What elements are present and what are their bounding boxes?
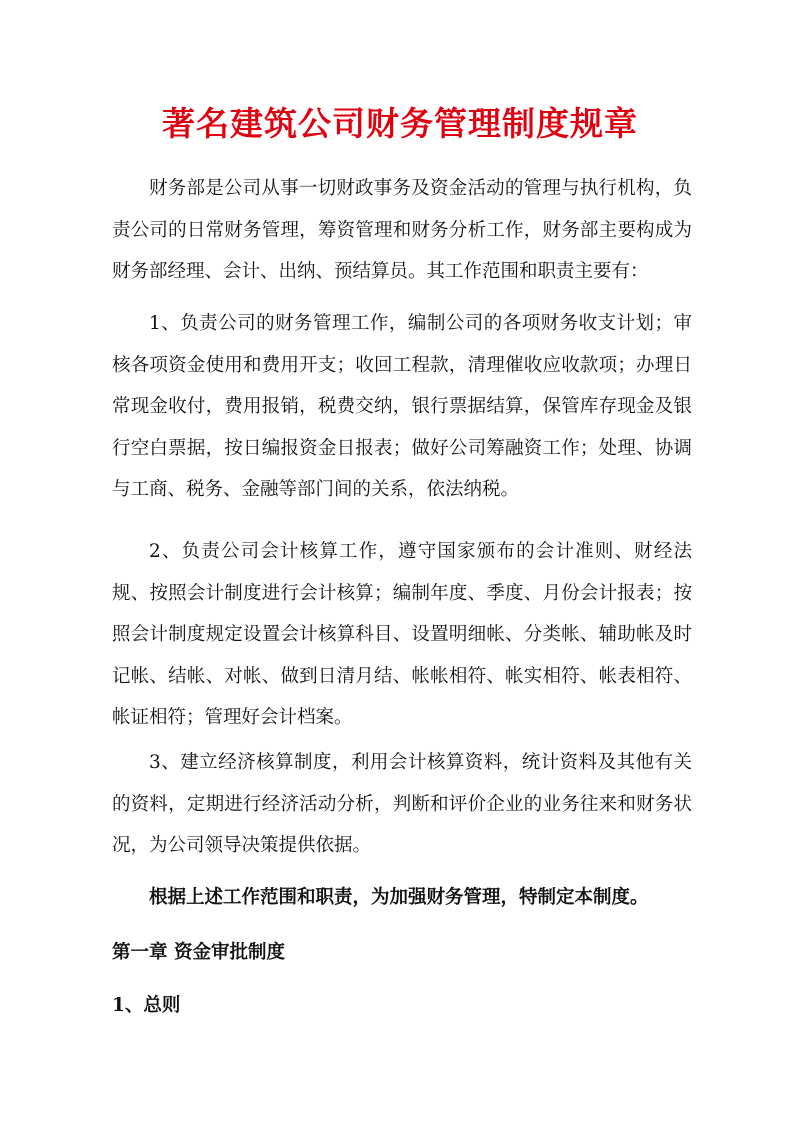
emphasis-statement: 根据上述工作范围和职责，为加强财务管理，特制定本制度。 xyxy=(149,887,649,908)
duty-paragraph-2: 2、负责公司会计核算工作，遵守国家颁布的会计准则、财经法规、按照会计制度进行会计核算；编制年度、季度、月份会计报表；按照会计制度规定设置会计核算科目、设置明细帐、分类帐、辅助帐及时记帐、结帐、对帐、做到日清月结、帐帐相符、帐实相符、帐表相符、帐证相符；管理好会计档案。 xyxy=(112,541,692,728)
duty-paragraph-3: 3、建立经济核算制度，利用会计核算资料，统计资料及其他有关的资料，定期进行经济活动分析，判断和评价企业的业务往来和财务状况，为公司领导决策提供依据。 xyxy=(112,752,692,856)
intro-paragraph: 财务部是公司从事一切财政事务及资金活动的管理与执行机构，负责公司的日常财务管理，筹资管理和财务分析工作，财务部主要构成为财务部经理、会计、出纳、预结算员。其工作范围和职责主要有： xyxy=(112,178,692,282)
section-heading: 1、总则 xyxy=(112,995,181,1016)
chapter-heading: 第一章 资金审批制度 xyxy=(112,942,285,963)
document-title: 著名建筑公司财务管理制度规章 xyxy=(162,104,638,143)
duty-paragraph-1: 1、负责公司的财务管理工作，编制公司的各项财务收支计划；审核各项资金使用和费用开支；收回工程款，清理催收应收款项；办理日常现金收付，费用报销，税费交纳，银行票据结算，保管库存现金及银行空白票据，按日编报资金日报表；做好公司筹融资工作；处理、协调与工商、税务、金融等部门间的关系，依法纳税。 xyxy=(112,313,692,500)
